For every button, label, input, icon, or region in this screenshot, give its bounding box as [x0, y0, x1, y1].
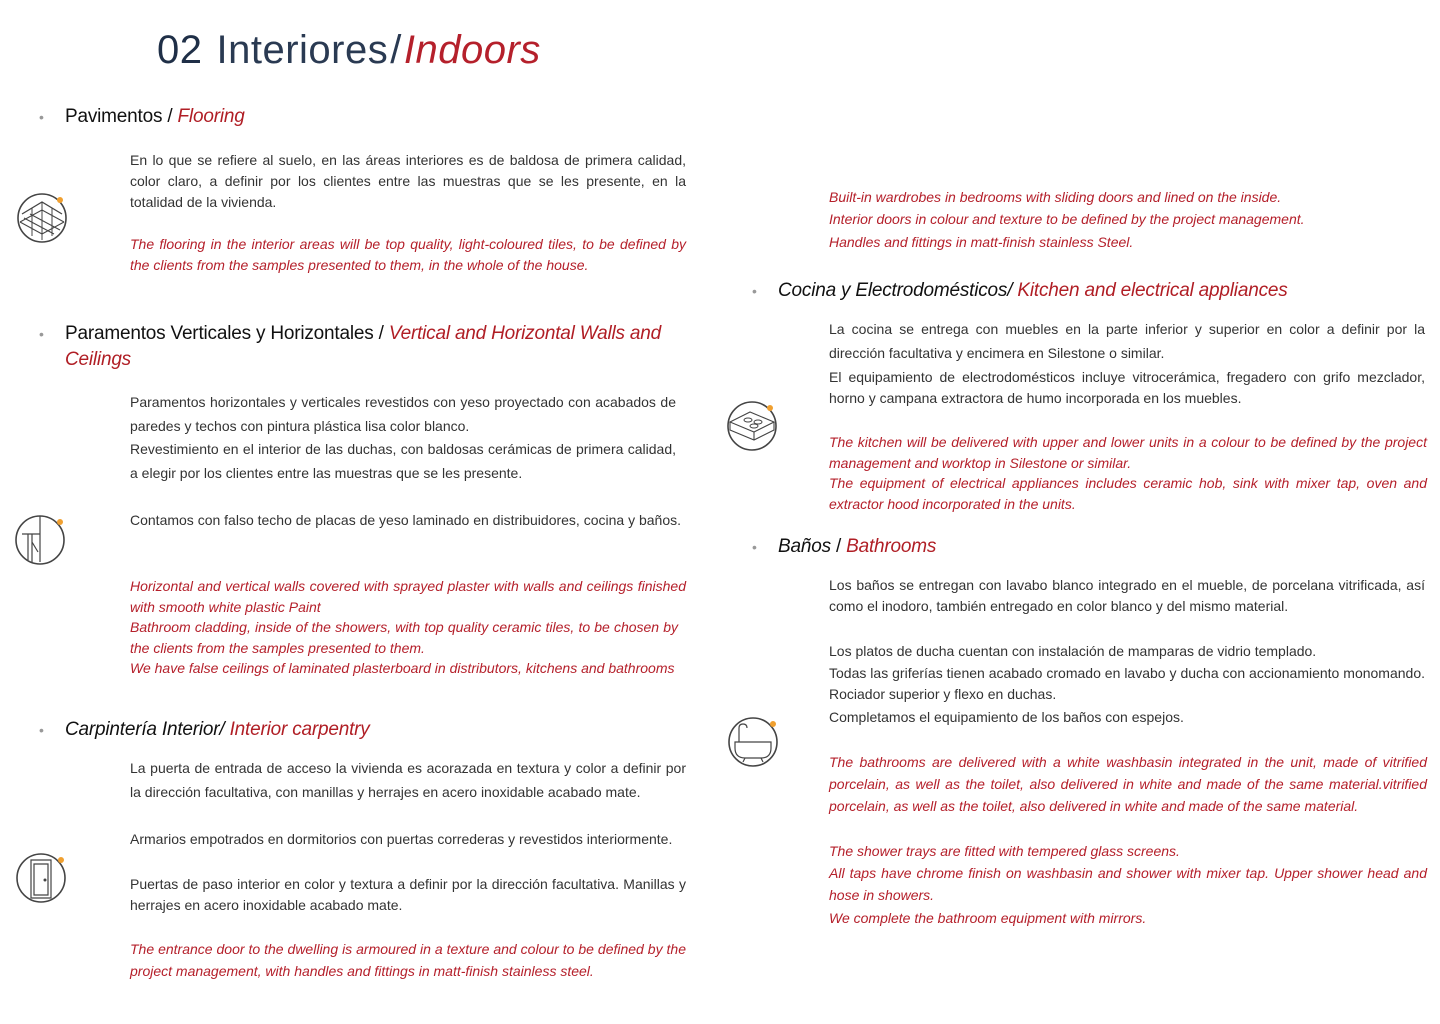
kitchen-heading: [752, 278, 1418, 304]
floor-tiles-icon: [14, 190, 70, 246]
title-separator: /: [390, 28, 402, 72]
bathrooms-heading-es: Baños: [778, 536, 831, 557]
walls-ceilings-icon: [12, 512, 68, 568]
kitchen-heading-es: Cocina y Electrodomésticos/: [778, 280, 1013, 301]
bathrooms-heading-en: Bathrooms: [846, 536, 937, 557]
kitchen-text-es-2: El equipamiento de electrodomésticos incluye vitrocerámica, fregadero con grifo mezclador, horno y campana extractora de humo incorporada en los muebles.: [829, 369, 1425, 406]
bullet: •: [752, 283, 757, 299]
walls-heading-en: Vertical and Horizontal Walls and Ceilings: [65, 323, 662, 370]
kitchen-text-en-1: The kitchen will be delivered with upper and lower units in a colour to be defined by the project management and worktop in Silestone or similar.: [829, 434, 1427, 471]
walls-text-en-3: We have false ceilings of laminated plasterboard in distributors, kitchens and bathrooms: [130, 660, 675, 676]
section-number: 02: [157, 28, 203, 72]
carpentry-heading-en: Interior carpentry: [229, 719, 370, 740]
carpentry-text-en-4: Handles and fittings in matt-finish stainless Steel.: [829, 234, 1134, 250]
bathtub-icon: [725, 714, 781, 770]
bathrooms-heading: [752, 534, 1418, 560]
walls-text-en-1: Horizontal and vertical walls covered with sprayed plaster with walls and ceilings finished with smooth white plastic Paint: [130, 578, 686, 615]
carpentry-heading-es: Carpintería Interior/: [65, 719, 225, 740]
carpentry-text-en-2: Built-in wardrobes in bedrooms with sliding doors and lined on the inside.: [829, 189, 1282, 205]
kitchen-hob-icon: [724, 398, 780, 454]
bathrooms-text-en-1: The bathrooms are delivered with a white washbasin integrated in the unit, made of vitrified porcelain, as well as the toilet, also delivered in white and made of the same material.vitrified porcelain, as well as the toilet, also delivered in white and made of the same material.: [829, 754, 1427, 814]
flooring-text-en: The flooring in the interior areas will be top quality, light-coloured tiles, to be defined by the clients from the samples presented to them, in the whole of the house.: [130, 236, 686, 273]
carpentry-text-es-1: La puerta de entrada de acceso la vivienda es acorazada en textura y color a definir por la dirección facultativa, con manillas y herrajes en acero inoxidable acabado mate.: [130, 760, 686, 800]
flooring-heading-sep: /: [162, 106, 178, 127]
bullet: •: [39, 326, 44, 342]
walls-text-es-1: Paramentos horizontales y verticales revestidos con yeso proyectado con acabados de paredes y techos con pintura plástica lisa color blanco.: [130, 394, 676, 434]
bathrooms-text-es-3: Todas las griferías tienen acabado cromado en lavabo y ducha con accionamiento monomando. Rociador superior y flexo en duchas.: [829, 665, 1425, 702]
kitchen-heading-en: Kitchen and electrical appliances: [1017, 280, 1288, 301]
door-icon: [13, 850, 69, 906]
flooring-heading-en: Flooring: [177, 106, 245, 127]
walls-text-es-3: Contamos con falso techo de placas de yeso laminado en distribuidores, cocina y baños.: [130, 512, 681, 528]
bullet: •: [39, 722, 44, 738]
walls-text-es-2: Revestimiento en el interior de las duchas, con baldosas cerámicas de primera calidad, a elegir por los clientes entre las muestras que se les presente.: [130, 441, 676, 481]
bathrooms-text-en-2: The shower trays are fitted with tempered glass screens.: [829, 843, 1180, 859]
page-title: [157, 28, 541, 73]
walls-text-en-2: Bathroom cladding, inside of the showers, with top quality ceramic tiles, to be chosen by the clients from the samples presented to them.: [130, 619, 678, 656]
bullet: •: [39, 109, 44, 125]
bathrooms-heading-sep: /: [830, 536, 847, 557]
bathrooms-text-es-4: Completamos el equipamiento de los baños con espejos.: [829, 709, 1184, 725]
title-es: Interiores: [216, 28, 389, 72]
title-en: Indoors: [403, 28, 541, 72]
walls-heading-sep: /: [373, 323, 389, 344]
flooring-heading-es: Pavimentos: [65, 106, 163, 127]
carpentry-heading: [39, 717, 685, 743]
kitchen-text-en-2: The equipment of electrical appliances includes ceramic hob, sink with mixer tap, oven and extractor hood incorporated in the units.: [829, 475, 1427, 512]
flooring-heading: [39, 104, 705, 130]
bathrooms-text-es-2: Los platos de ducha cuentan con instalación de mamparas de vidrio templado.: [829, 643, 1317, 659]
walls-heading-es: Paramentos Verticales y Horizontales: [65, 323, 374, 344]
bathrooms-text-es-1: Los baños se entregan con lavabo blanco integrado en el mueble, de porcelana vitrificada, así como el inodoro, también entregado en color blanco y del mismo material.: [829, 577, 1425, 614]
carpentry-text-en-1: The entrance door to the dwelling is armoured in a texture and colour to be defined by the project management, with handles and fittings in matt-finish stainless steel.: [130, 941, 686, 979]
carpentry-text-es-3: Puertas de paso interior en color y textura a definir por la dirección facultativa. Manillas y herrajes en acero inoxidable acabado mate.: [130, 876, 686, 913]
bathrooms-text-en-4: We complete the bathroom equipment with mirrors.: [829, 910, 1147, 926]
carpentry-text-es-2: Armarios empotrados en dormitorios con puertas correderas y revestidos interiormente.: [130, 831, 673, 847]
kitchen-text-es-1: La cocina se entrega con muebles en la parte inferior y superior en color a definir por la dirección facultativa y encimera en Silestone o similar.: [829, 321, 1425, 361]
bathrooms-text-en-3: All taps have chrome finish on washbasin and shower with mixer tap. Upper shower head and hose in showers.: [829, 865, 1427, 903]
walls-heading: [39, 321, 685, 373]
bullet: •: [752, 539, 757, 555]
carpentry-text-en-3: Interior doors in colour and texture to be defined by the project management.: [829, 211, 1305, 227]
flooring-text-es: En lo que se refiere al suelo, en las áreas interiores es de baldosa de primera calidad, color claro, a definir por los clientes entre las muestras que se les presente, en la totalidad de la vivienda.: [130, 152, 686, 210]
